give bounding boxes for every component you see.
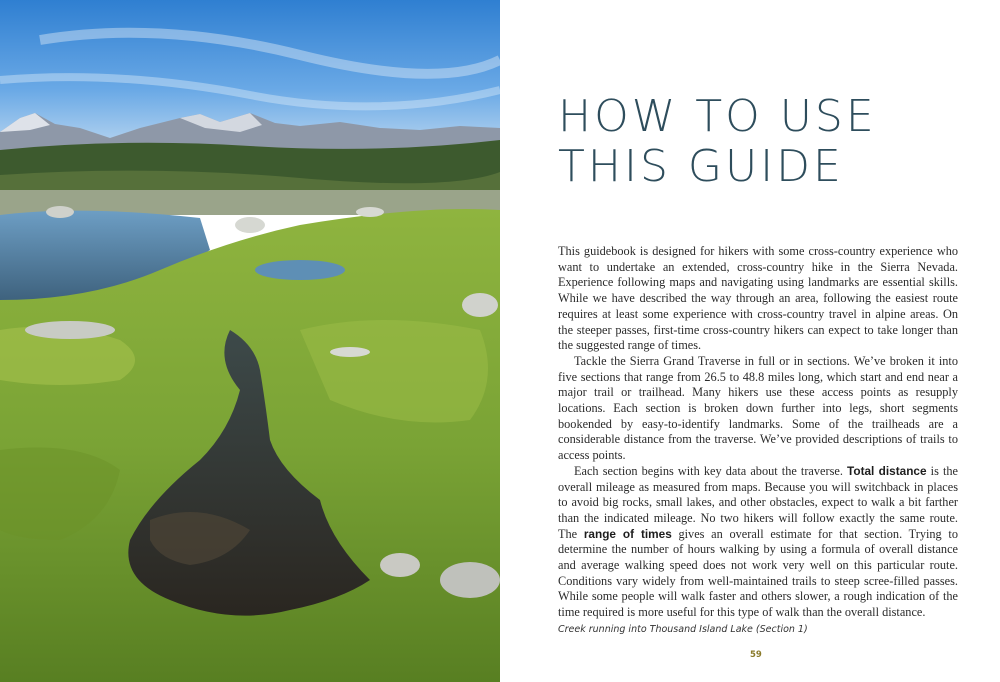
paragraph-3-part-d: gives an overall estimate for that section. Trying to determine the number of hours walking by using a formula of overall distance and average walking speed does not work very well on this particular route. Conditions vary widely from well-maintained trails to steep scree-filled passes. While some people will walk faster and others slower, a rough indication of the time required is more useful for this type of walk than the overall distance. [558,526,958,620]
paragraph-2: Tackle the Sierra Grand Traverse in full or in sections. We’ve broken it into five sections that range from 26.5 to 48.8 miles long, which start and end near a major trail or trailhead. Many hikers use these access points as resupply locations. Each section is broken down further into legs, short segments bookended by easy-to-identify landmarks. Some of the trailheads are a considerable distance from the traverse. We’ve provided descriptions of trails to access points. [558,353,958,463]
paragraph-3 [558,464,958,621]
paragraph-3-part-a: Each section begins with key data about the traverse. [574,463,848,478]
paragraph-3-part-c: is the overall mileage as measured from maps. Because you will switchback in places to avoid big rocks, small lakes, and other obstacles, expect to walk a bit farther than the indicated mileage. No two hikers will follow exactly the same route. The [558,463,958,541]
photo-caption: Creek running into Thousand Island Lake (Section 1) [558,624,808,635]
body-text [558,244,958,621]
term-total-distance: Total distance [847,463,927,478]
page-title [558,92,978,192]
page-number: 59 [750,650,762,660]
title-line-2: THIS GUIDE [558,141,844,192]
title-line-1: HOW TO USE [558,91,877,142]
term-range-of-times: range of times [583,526,672,541]
text-page [500,0,1000,682]
paragraph-1: This guidebook is designed for hikers with some cross-country experience who want to undertake an extended, cross-country hike in the Sierra Nevada. Experience following maps and navigating using landmarks are essential skills. While we have described the way through an area, following the easiest route requires at least some experience with cross-country travel in alpine areas. On the steeper passes, first-time cross-country hikers can expect to take longer than the suggested range of times. [558,244,958,353]
